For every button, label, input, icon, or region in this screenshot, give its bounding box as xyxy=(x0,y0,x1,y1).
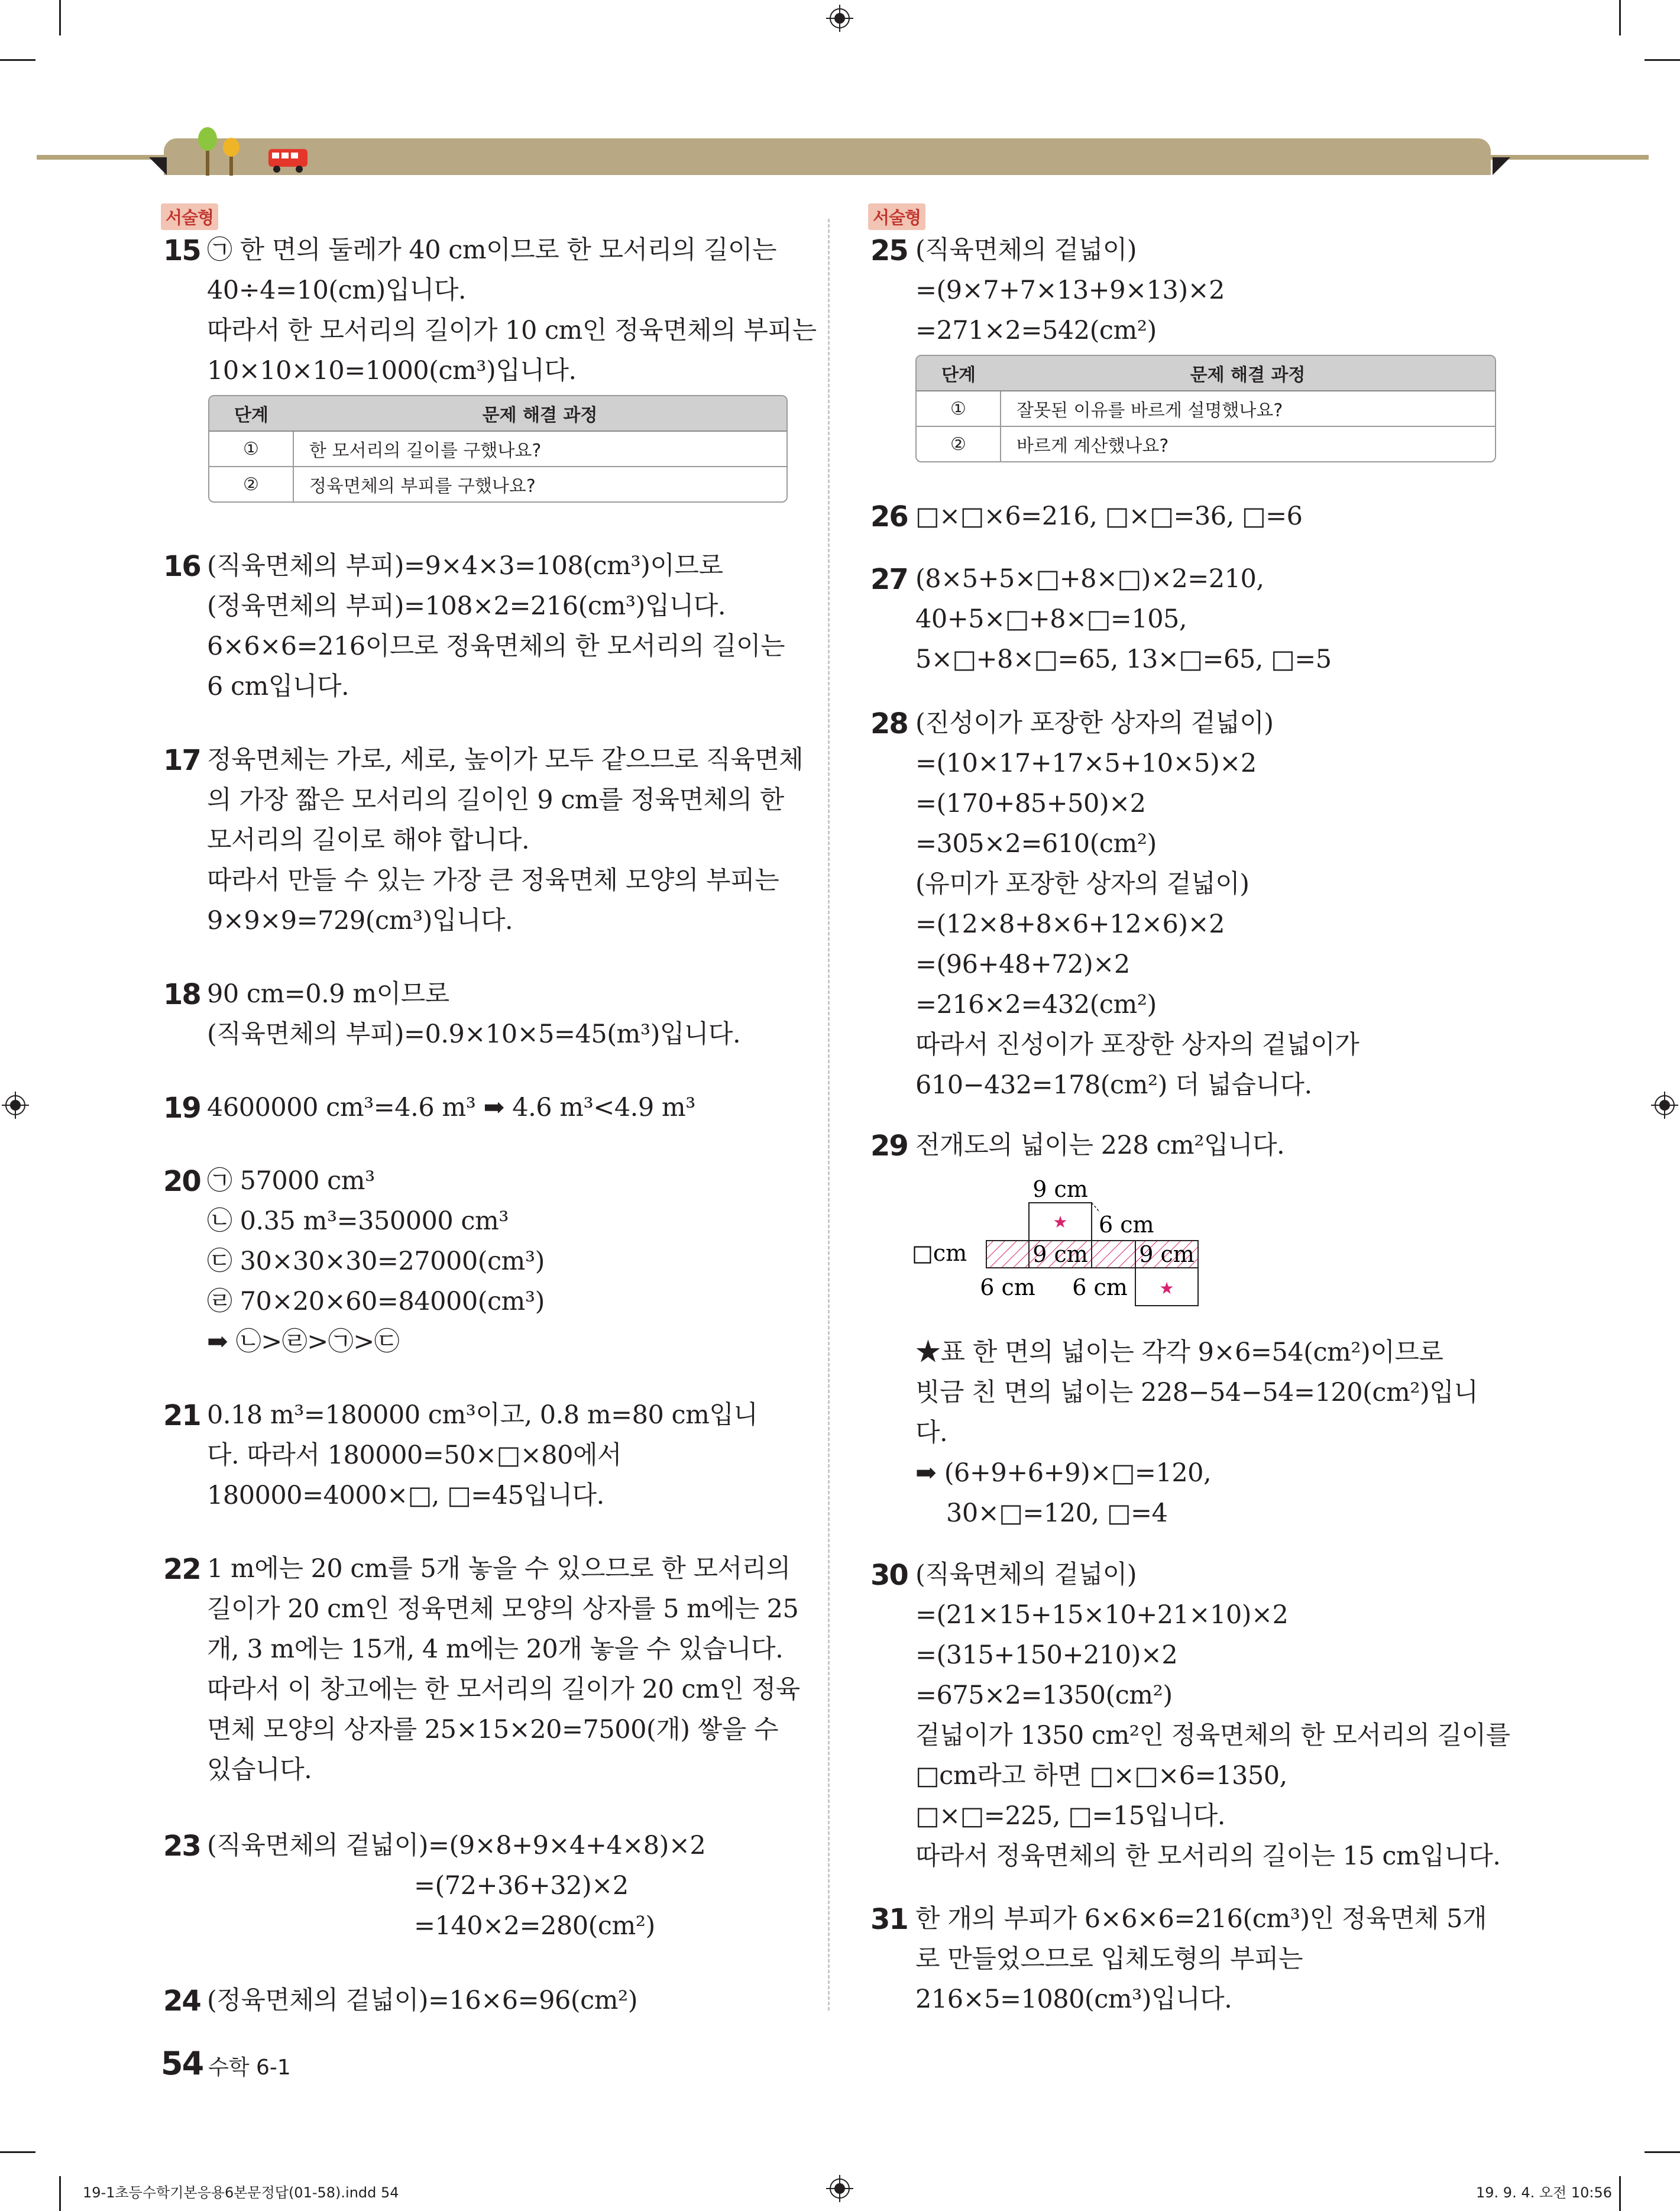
answer-line: 40+5×□+8×□=105, xyxy=(915,604,1187,634)
answer-line: (정육면체의 겉넓이)=16×6=96(cm²) xyxy=(207,1986,638,2015)
crop-mark xyxy=(1645,2151,1680,2153)
registration-mark-icon xyxy=(1651,1092,1678,1119)
question-number: 18 xyxy=(163,978,200,1011)
answer-line: 겉넓이가 1350 cm²인 정육면체의 한 모서리의 길이를 xyxy=(915,1721,1510,1750)
net-star: ★ xyxy=(1159,1278,1174,1298)
question-number: 15 xyxy=(163,234,200,267)
answer-line: 따라서 진성이가 포장한 상자의 겉넓이가 xyxy=(915,1030,1359,1060)
answer-line: ➡ ㉡>㉣>㉠>㉢ xyxy=(207,1327,400,1357)
answer-line: □cm라고 하면 □×□×6=1350, xyxy=(915,1761,1287,1791)
page-number: 54 xyxy=(161,2045,203,2082)
rubric-table xyxy=(915,355,1496,462)
answer-line: 40÷4=10(cm)입니다. xyxy=(207,276,467,305)
answer-line: ㉠ 한 면의 둘레가 40 cm이므로 한 모서리의 길이는 xyxy=(207,235,777,265)
answer-line: =(21×15+15×10+21×10)×2 xyxy=(915,1600,1289,1630)
answer-line: 따라서 이 창고에는 한 모서리의 길이가 20 cm인 정육 xyxy=(207,1675,800,1704)
question-number: 27 xyxy=(870,563,908,596)
rubric-col-process: 문제 해결 과정 xyxy=(293,396,786,431)
answer-line: □×□×6=216, □×□=36, □=6 xyxy=(915,501,1303,531)
rubric-text: 한 모서리의 길이를 구했나요? xyxy=(293,431,786,467)
question-number: 16 xyxy=(163,550,200,583)
answer-line: 모서리의 길이로 해야 합니다. xyxy=(207,826,530,855)
answer-line: =271×2=542(cm²) xyxy=(915,316,1157,345)
question-number: 26 xyxy=(870,500,908,533)
net-label-right-top: 6 cm xyxy=(1099,1212,1154,1238)
answer-line: 216×5=1080(cm³)입니다. xyxy=(915,1985,1232,2014)
tree-icon xyxy=(194,127,259,176)
rubric-step: ② xyxy=(917,426,1001,461)
question-number: 22 xyxy=(163,1553,200,1586)
answer-line: □×□=225, □=15입니다. xyxy=(915,1801,1225,1831)
answer-line: 다. xyxy=(915,1418,948,1448)
net-label-top: 9 cm xyxy=(1032,1176,1088,1202)
registration-mark-icon xyxy=(2,1092,29,1119)
answer-line: 4600000 cm³=4.6 m³ ➡ 4.6 m³<4.9 m³ xyxy=(207,1093,695,1122)
answer-line: 빗금 친 면의 넓이는 228−54−54=120(cm²)입니 xyxy=(915,1378,1478,1407)
corner-triangle-icon xyxy=(1493,157,1510,175)
crop-mark xyxy=(59,0,61,35)
question-number: 21 xyxy=(163,1399,200,1432)
essay-badge: 서술형 xyxy=(161,203,218,230)
header-tab xyxy=(164,138,1491,175)
essay-badge: 서술형 xyxy=(868,203,925,230)
answer-line: =(72+36+32)×2 xyxy=(414,1871,629,1901)
answer-line: 의 가장 짧은 모서리의 길이인 9 cm를 정육면체의 한 xyxy=(207,785,784,815)
question-number: 30 xyxy=(870,1559,908,1592)
answer-line: (진성이가 포장한 상자의 겉넓이) xyxy=(915,708,1274,738)
answer-line: ➡ (6+9+6+9)×□=120, xyxy=(915,1458,1212,1488)
date-info: 19. 9. 4. 오전 10:56 xyxy=(1476,2184,1613,2201)
rubric-col-step: 단계 xyxy=(209,396,293,431)
answer-line: ★표 한 면의 넓이는 각각 9×6=54(cm²)이므로 xyxy=(915,1338,1443,1367)
net-label-bottom1: 6 cm xyxy=(980,1274,1035,1300)
question-number: 23 xyxy=(163,1830,200,1863)
answer-line: =(10×17+17×5+10×5)×2 xyxy=(915,749,1257,778)
answer-line: =(12×8+8×6+12×6)×2 xyxy=(915,909,1225,939)
answer-line: 610−432=178(cm²) 더 넓습니다. xyxy=(915,1070,1312,1100)
question-number: 25 xyxy=(870,234,908,267)
cuboid-net-diagram xyxy=(911,1171,1218,1325)
crop-mark xyxy=(0,2151,35,2153)
net-label-mid1: 9 cm xyxy=(1032,1241,1088,1267)
answer-line: (직육면체의 겉넓이) xyxy=(915,235,1137,265)
answer-line: =(9×7+7×13+9×13)×2 xyxy=(915,276,1225,305)
registration-mark-icon xyxy=(826,5,853,32)
crop-mark xyxy=(59,2176,61,2211)
answer-line: =140×2=280(cm²) xyxy=(414,1911,655,1941)
answer-line: (직육면체의 부피)=0.9×10×5=45(m³)입니다. xyxy=(207,1019,741,1049)
answer-line: 0.18 m³=180000 cm³이고, 0.8 m=80 cm입니 xyxy=(207,1400,758,1430)
answer-line: (정육면체의 부피)=108×2=216(cm³)입니다. xyxy=(207,591,726,621)
net-label-mid2: 9 cm xyxy=(1139,1241,1195,1267)
answer-line: =(96+48+72)×2 xyxy=(915,950,1130,979)
answer-line: 로 만들었으므로 입체도형의 부피는 xyxy=(915,1944,1303,1974)
crop-mark xyxy=(1645,59,1680,61)
question-number: 29 xyxy=(870,1129,908,1163)
net-star: ★ xyxy=(1053,1212,1068,1232)
answer-line: 180000=4000×□, □=45입니다. xyxy=(207,1481,604,1510)
answer-line: 다. 따라서 180000=50×□×80에서 xyxy=(207,1440,622,1470)
answer-line: =216×2=432(cm²) xyxy=(915,990,1157,1019)
answer-line: 한 개의 부피가 6×6×6=216(cm³)인 정육면체 5개 xyxy=(915,1904,1487,1934)
registration-mark-icon xyxy=(826,2175,853,2202)
column-divider xyxy=(828,219,830,2011)
answer-line: 면체 모양의 상자를 25×15×20=7500(개) 쌓을 수 xyxy=(207,1715,779,1744)
net-label-left: □cm xyxy=(912,1240,967,1266)
answer-line: ㉠ 57000 cm³ xyxy=(207,1166,375,1196)
rubric-table xyxy=(208,395,788,503)
bus-icon xyxy=(267,147,310,174)
rubric-col-process: 문제 해결 과정 xyxy=(1001,356,1495,391)
rubric-step: ① xyxy=(917,391,1001,426)
rubric-col-step: 단계 xyxy=(917,356,1001,391)
answer-line: 30×□=120, □=4 xyxy=(946,1498,1168,1528)
answer-line: (직육면체의 겉넓이)=(9×8+9×4+4×8)×2 xyxy=(207,1831,706,1860)
answer-line: 6×6×6=216이므로 정육면체의 한 모서리의 길이는 xyxy=(207,632,785,661)
answer-line: 전개도의 넓이는 228 cm²입니다. xyxy=(915,1131,1285,1160)
subject-label: 수학 6-1 xyxy=(208,2055,291,2080)
corner-triangle-icon xyxy=(149,157,167,175)
answer-line: 있습니다. xyxy=(207,1755,312,1785)
answer-line: ㉢ 30×30×30=27000(cm³) xyxy=(207,1247,545,1276)
answer-line: 따라서 한 모서리의 길이가 10 cm인 정육면체의 부피는 xyxy=(207,316,817,345)
crop-mark xyxy=(1619,0,1621,35)
answer-line: ㉣ 70×20×60=84000(cm³) xyxy=(207,1287,545,1316)
answer-line: =305×2=610(cm²) xyxy=(915,829,1157,859)
answer-line: 따라서 정육면체의 한 모서리의 길이는 15 cm입니다. xyxy=(915,1841,1501,1871)
answer-line: 개, 3 m에는 15개, 4 m에는 20개 놓을 수 있습니다. xyxy=(207,1634,784,1664)
question-number: 24 xyxy=(163,1985,200,2018)
question-number: 19 xyxy=(163,1092,200,1125)
crop-mark xyxy=(1619,2176,1621,2211)
answer-line: 따라서 만들 수 있는 가장 큰 정육면체 모양의 부피는 xyxy=(207,866,779,895)
rubric-text: 정육면체의 부피를 구했나요? xyxy=(309,476,536,497)
answer-line: 6 cm입니다. xyxy=(207,672,349,701)
answer-line: (8×5+5×□+8×□)×2=210, xyxy=(915,564,1264,594)
question-number: 28 xyxy=(870,707,908,740)
net-label-bottom2: 6 cm xyxy=(1072,1274,1128,1300)
answer-line: (직육면체의 부피)=9×4×3=108(cm³)이므로 xyxy=(207,551,723,581)
answer-line: 10×10×10=1000(cm³)입니다. xyxy=(207,356,577,386)
answer-line: 5×□+8×□=65, 13×□=65, □=5 xyxy=(915,645,1332,674)
rubric-text: 바르게 계산했나요? xyxy=(1017,436,1169,457)
question-number: 20 xyxy=(163,1165,200,1198)
answer-line: 90 cm=0.9 m이므로 xyxy=(207,979,449,1009)
rubric-text: 잘못된 이유를 바르게 설명했나요? xyxy=(1001,391,1495,426)
answer-line: 정육면체는 가로, 세로, 높이가 모두 같으므로 직육면체 xyxy=(207,745,804,775)
answer-line: ㉡ 0.35 m³=350000 cm³ xyxy=(207,1206,509,1236)
file-info: 19-1초등수학기본응용6본문정답(01-58).indd 54 xyxy=(83,2184,399,2201)
rubric-step: ① xyxy=(209,431,293,467)
answer-line: (직육면체의 겉넓이) xyxy=(915,1560,1137,1590)
answer-line: 9×9×9=729(cm³)입니다. xyxy=(207,906,513,935)
answer-line: 1 m에는 20 cm를 5개 놓을 수 있으므로 한 모서리의 xyxy=(207,1554,791,1584)
answer-line: 길이가 20 cm인 정육면체 모양의 상자를 5 m에는 25 xyxy=(207,1594,799,1624)
answer-line: (유미가 포장한 상자의 겉넓이) xyxy=(915,869,1250,899)
crop-mark xyxy=(0,59,35,61)
answer-line: =(170+85+50)×2 xyxy=(915,789,1146,818)
answer-line: =(315+150+210)×2 xyxy=(915,1640,1178,1670)
question-number: 17 xyxy=(163,744,200,777)
rubric-step: ② xyxy=(209,467,293,501)
question-number: 31 xyxy=(870,1903,908,1936)
answer-line: =675×2=1350(cm²) xyxy=(915,1681,1173,1710)
